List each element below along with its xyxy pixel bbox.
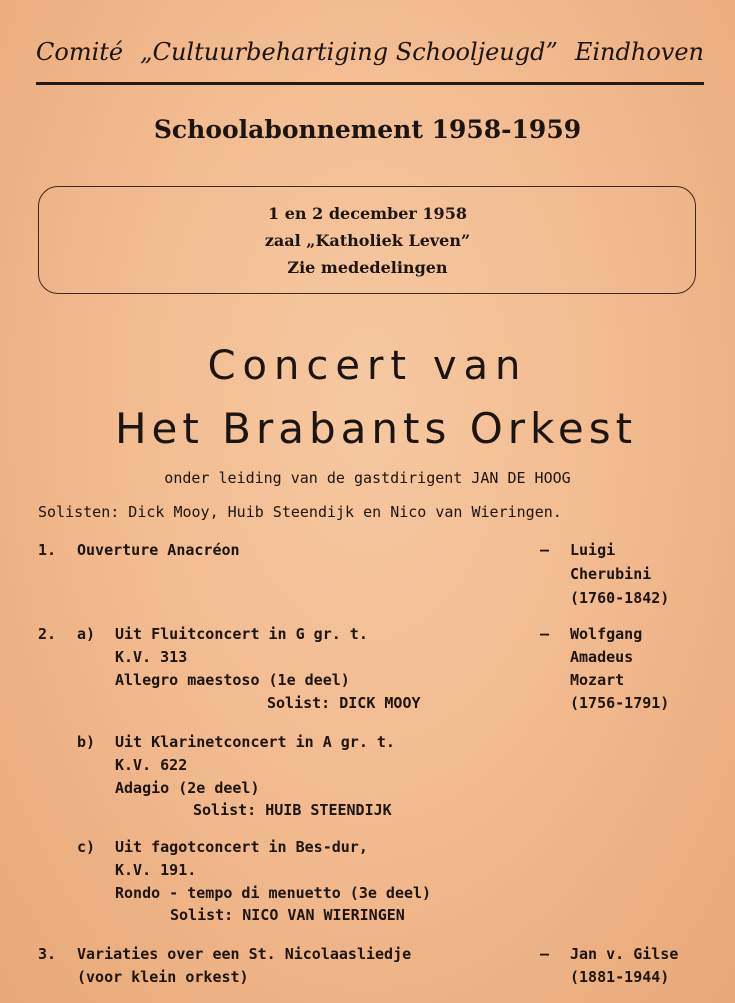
- program-3-line2: (voor klein orkest): [77, 968, 249, 986]
- season-title: Schoolabonnement 1958-1959: [153, 115, 582, 144]
- program-2b-soloist: Solist: HUIB STEENDIJK: [193, 801, 392, 819]
- composer-1-line3: (1760-1842): [570, 589, 670, 607]
- composer-2-line3: Mozart: [570, 671, 625, 689]
- header-committee-name: „Cultuurbehartiging Schooljeugd”: [140, 38, 558, 66]
- header-divider: [36, 82, 704, 85]
- program-2b-label: b): [77, 733, 96, 751]
- program-2a-line3: Allegro maestoso (1e deel): [115, 671, 350, 689]
- composer-2-line1: Wolfgang: [570, 625, 643, 643]
- conductor-line: onder leiding van de gastdirigent JAN DE HOOG: [164, 469, 571, 487]
- program-dash-3: —: [540, 945, 550, 963]
- composer-2-line2: Amadeus: [570, 648, 634, 666]
- soloists-line: Solisten: Dick Mooy, Huib Steendijk en Nico van Wieringen.: [38, 503, 562, 521]
- composer-1-line2: Cherubini: [570, 565, 652, 583]
- composer-2-line4: (1756-1791): [570, 694, 670, 712]
- program-number-2: 2.: [38, 625, 57, 643]
- program-2b-line1: Uit Klarinetconcert in A gr. t.: [115, 733, 395, 751]
- info-date: 1 en 2 december 1958: [268, 204, 467, 223]
- info-venue: zaal „Katholiek Leven”: [264, 231, 471, 250]
- committee-header: [36, 38, 704, 66]
- program-2c-soloist: Solist: NICO VAN WIERINGEN: [170, 906, 405, 924]
- orchestra-name: Het Brabants Orkest: [114, 404, 638, 453]
- program-work-1: Ouverture Anacréon: [77, 541, 240, 559]
- composer-3-line2: (1881-1944): [570, 968, 670, 986]
- program-2c-line2: K.V. 191.: [115, 861, 197, 879]
- program-number-3: 3.: [38, 945, 57, 963]
- program-2c-line3: Rondo - tempo di menuetto (3e deel): [115, 884, 432, 902]
- program-2b-line3: Adagio (2e deel): [115, 779, 260, 797]
- header-committee: Comité: [36, 38, 124, 66]
- program-3-line1: Variaties over een St. Nicolaasliedje: [77, 945, 412, 963]
- program-2c-label: c): [77, 838, 96, 856]
- program-2a-soloist: Solist: DICK MOOY: [267, 694, 421, 712]
- composer-3-line1: Jan v. Gilse: [570, 945, 679, 963]
- concert-title: Concert van: [207, 343, 528, 389]
- program-dash-1: —: [540, 541, 550, 559]
- program-2a-line1: Uit Fluitconcert in G gr. t.: [115, 625, 368, 643]
- program-2a-label: a): [77, 625, 96, 643]
- composer-1-line1: Luigi: [570, 541, 616, 559]
- program-number-1: 1.: [38, 541, 57, 559]
- program-2c-line1: Uit fagotconcert in Bes-dur,: [115, 838, 368, 856]
- program-2b-line2: K.V. 622: [115, 756, 188, 774]
- program-2a-line2: K.V. 313: [115, 648, 188, 666]
- header-city: Eindhoven: [574, 38, 704, 66]
- program-dash-2: —: [540, 625, 550, 643]
- info-note: Zie mededelingen: [287, 258, 448, 277]
